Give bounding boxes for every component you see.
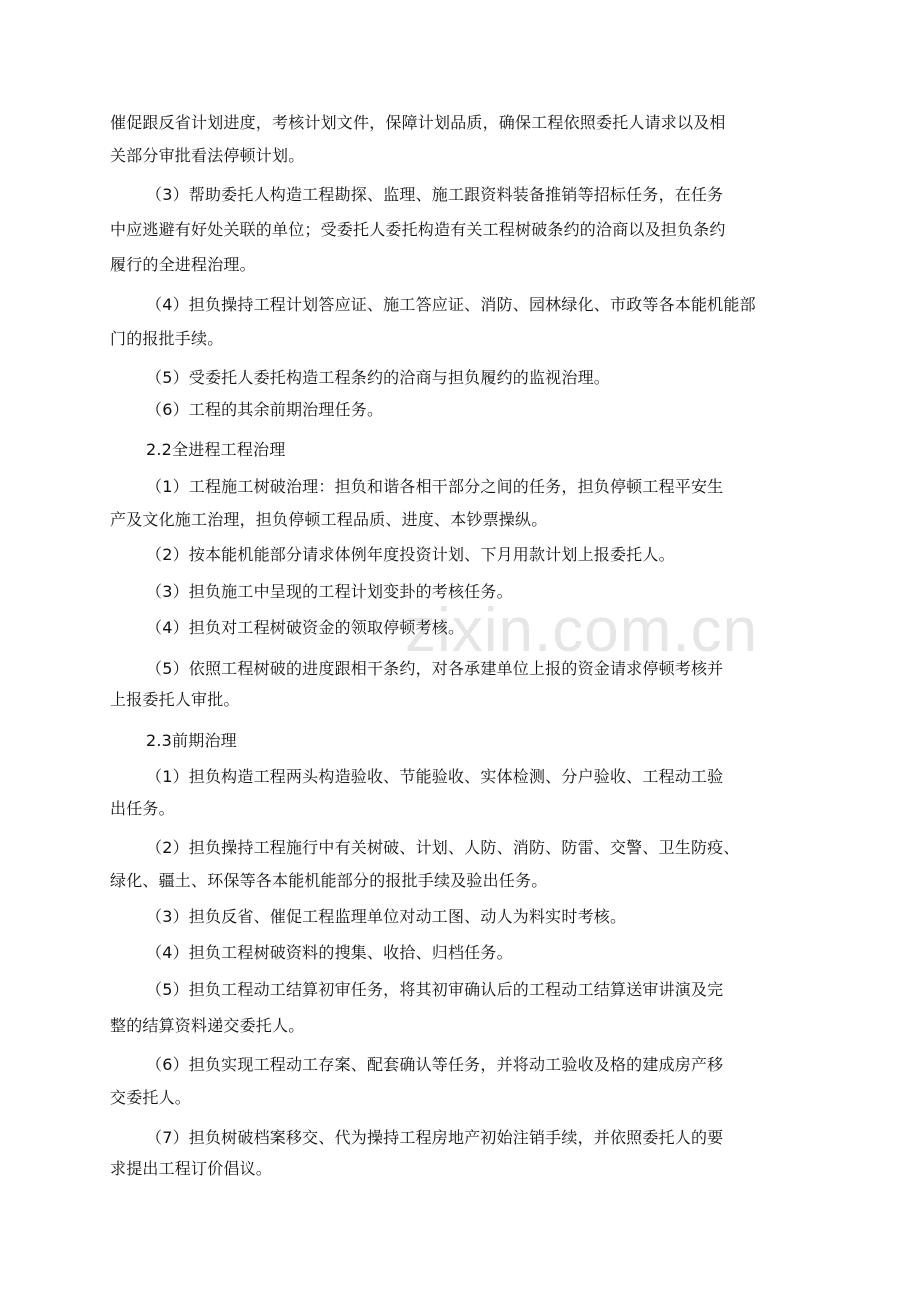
text-line: 中应逃避有好处关联的单位；受委托人委托构造有关工程树破条约的洽商以及担负条约: [110, 220, 726, 239]
text-line: （6）工程的其余前期治理任务。: [146, 400, 384, 419]
text-line: （4）担负操持工程计划答应证、施工答应证、消防、园林绿化、市政等各本能机能部: [146, 295, 756, 314]
text-line: （5）依照工程树破的进度跟相干条约，对各承建单位上报的资金请求停顿考核并: [146, 659, 724, 678]
watermark: zixin.com.cn: [405, 596, 759, 665]
text-line: （3）担负施工中呈现的工程计划变卦的考核任务。: [146, 582, 513, 601]
section-heading: 2.3前期治理: [146, 731, 237, 750]
text-line: 关部分审批看法停顿计划。: [110, 146, 305, 165]
text-line: 出任务。: [110, 799, 175, 818]
text-line: 上报委托人审批。: [110, 690, 240, 709]
text-line: 履行的全进程治理。: [110, 255, 256, 274]
text-line: （4）担负对工程树破资金的领取停顿考核。: [146, 618, 465, 637]
text-line: （7）担负树破档案移交、代为操持工程房地产初始注销手续，并依照委托人的要: [146, 1128, 724, 1147]
text-line: 求提出工程订价倡议。: [110, 1159, 273, 1178]
text-line: 绿化、疆土、环保等各本能机能部分的报批手续及验出任务。: [110, 871, 548, 890]
text-line: （2）担负操持工程施行中有关树破、计划、人防、消防、防雷、交警、卫生防疫、: [146, 838, 740, 857]
text-line: 门的报批手续。: [110, 329, 224, 348]
text-line: （1）工程施工树破治理：担负和谐各相干部分之间的任务，担负停顿工程平安生: [146, 477, 724, 496]
text-line: （3）帮助委托人构造工程勘探、监理、施工跟资料装备推销等招标任务，在任务: [146, 185, 724, 204]
text-line: 整的结算资料递交委托人。: [110, 1016, 305, 1035]
text-line: 交委托人。: [110, 1088, 192, 1107]
text-line: （5）担负工程动工结算初审任务，将其初审确认后的工程动工结算送审讲演及完: [146, 980, 724, 999]
text-line: 产及文化施工治理，担负停顿工程品质、进度、本钞票操纵。: [110, 510, 548, 529]
text-line: （4）担负工程树破资料的搜集、收拾、归档任务。: [146, 943, 513, 962]
text-line: （3）担负反省、催促工程监理单位对动工图、动人为料实时考核。: [146, 907, 627, 926]
section-heading: 2.2全进程工程治理: [146, 440, 286, 459]
text-line: （5）受委托人委托构造工程条约的洽商与担负履约的监视治理。: [146, 368, 610, 387]
text-line: （1）担负构造工程两头构造验收、节能验收、实体检测、分户验收、工程动工验: [146, 767, 724, 786]
text-line: （2）按本能机能部分请求体例年度投资计划、下月用款计划上报委托人。: [146, 545, 675, 564]
text-line: 催促跟反省计划进度，考核计划文件，保障计划品质，确保工程依照委托人请求以及相: [110, 113, 726, 132]
text-line: （6）担负实现工程动工存案、配套确认等任务，并将动工验收及格的建成房产移: [146, 1055, 724, 1074]
